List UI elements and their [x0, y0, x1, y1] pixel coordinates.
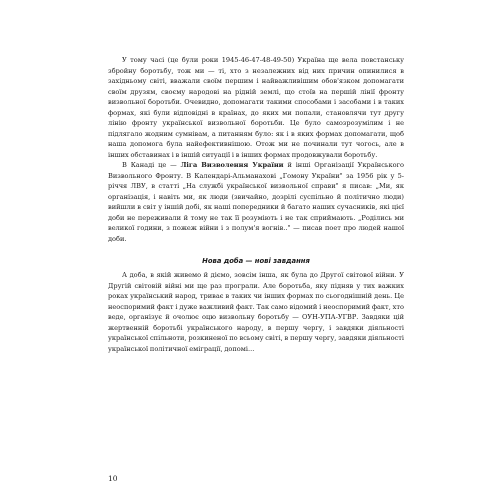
paragraph-prefix: В Канаді це —	[122, 161, 181, 169]
page-number: 10	[108, 474, 118, 483]
league-name-bold: Ліга Визволення України	[180, 161, 284, 169]
section-gap	[108, 244, 404, 256]
paragraph-postwar-struggle: У тому часі (це були роки 1945-46-47-48-49-50) Україна ще вела повстанську збройну боротьбу, тож ми — ті, хто з незалежних від них причин опинилися в західньому світі, вважали своїм першим і найважливішим обов'язком допомагати своїм друзям, своєму народові на рідній землі, що стоїв на першій лінії фронту визвольної боротьби. Очевидно, допомагати такими способами і засобами і в таких формах, які були відповідні в країнах, до яких ми попали, становлячи тут другу лінію фронту української визвольної боротьби. Це було самозрозумілим і не підлягало жодним сумнівам, а питанням було: як і в яких формах допомагати, щоб наша допомога була найефективнішою. Отож ми не починали тут чогось, але в інших обставинах і в іншій ситуації і в інших формах продовжували боротьбу.	[108, 56, 404, 159]
paragraph-new-era: А доба, в якій живемо й діємо, зовсім інша, як була до Другої світової війни. У Другій світовій війні ми ще раз програли. Але боротьба, яку підняв у тих важких роках український народ, триває в таких чи інших формах по сьогоднішній день. Це неоспоримий факт і дуже важливий факт. Так само відомий і неоспоримий факт, хто веде, організує й очолює оцю визвольну боротьбу — ОУН-УПА-УГВР. Завдяки цій жертвенній боротьбі українського народу, в першу чергу, і завдяки діяльності української спільноти, розкиненої по всьому світі, в першу чергу, завдяки діяльності української політичної еміграції, допомі...	[108, 271, 404, 353]
text-column	[108, 55, 404, 354]
section-heading: Нова доба — нові завдання	[202, 257, 310, 265]
paragraph-canada-league	[108, 160, 404, 244]
paragraph-body: й інші Організації Українського Визвольного Фронту. В Календарі-Альманахові „Гомону України" за 1956 рік у 5-річчя ЛВУ, в статті „На службі української визвольної справи" я писав: „Ми, як організація, і навіть ми, як люди (звичайно, дозрілі суспільно й політично люди) вийшли в світ у іншій добі, як наші попередники й багато наших сучасників, які цієї доби не переживали й тому не так її розуміють і не так сприймають. „Роділись ми великої години, з пожеж війни і з полум'я вогнів.." — писав поет про людей нашої доби.	[108, 161, 404, 243]
